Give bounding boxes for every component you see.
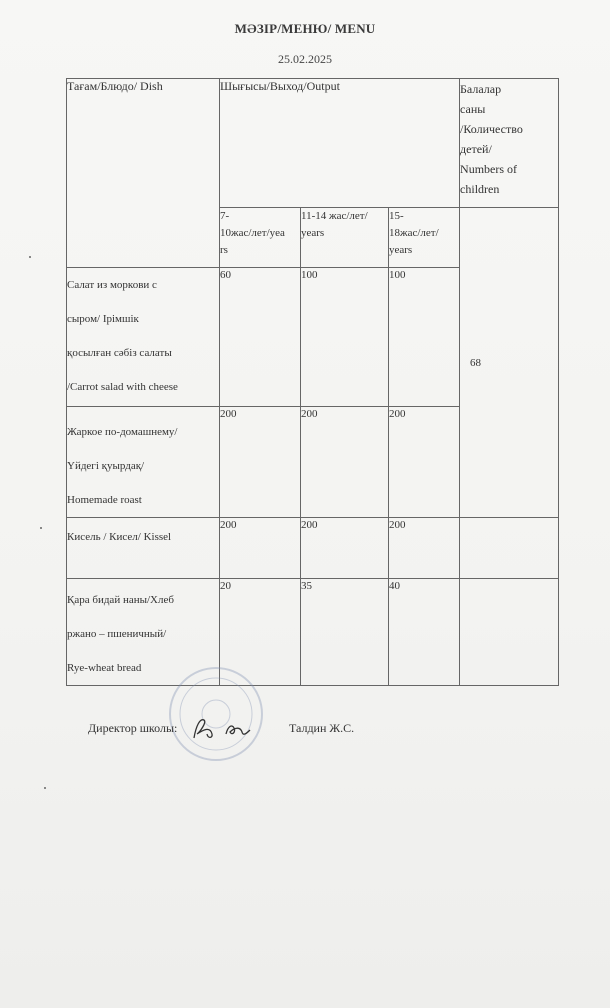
- director-label: Директор школы:: [88, 721, 178, 735]
- empty-cell: [460, 579, 559, 686]
- dish-name: Салат из моркови с сыром/ Ірімшік қосылған сәбіз салаты /Carrot salad with cheese: [67, 268, 220, 407]
- output-value: 35: [301, 579, 389, 686]
- scan-speck: [29, 256, 31, 258]
- age-group-11-14: 11-14 жас/лет/ years: [301, 208, 389, 268]
- output-value: 20: [220, 579, 301, 686]
- menu-table: [66, 78, 559, 686]
- output-value: 100: [301, 268, 389, 407]
- table-header-row: [67, 79, 559, 208]
- director-signature-icon: [188, 712, 268, 744]
- header-children-line: Numbers of: [460, 162, 518, 176]
- age-group-7-10: 7- 10жас/лет/yea rs: [220, 208, 301, 268]
- header-children-line: детей/: [460, 142, 492, 156]
- dish-name: Жаркое по-домашнему/ Үйдегі қуырдақ/ Homemade roast: [67, 407, 220, 518]
- output-value: 200: [220, 518, 301, 579]
- director-name: Талдин Ж.С.: [289, 721, 355, 735]
- age-group-15-18: 15- 18жас/лет/ years: [389, 208, 460, 268]
- output-value: 100: [389, 268, 460, 407]
- output-value: 40: [389, 579, 460, 686]
- dish-name: Қара бидай наны/Хлеб ржано – пшеничный/ Rye-wheat bread: [67, 579, 220, 686]
- header-output: Шығысы/Выход/Output: [220, 79, 460, 208]
- table-row: [67, 518, 559, 579]
- output-value: 200: [301, 407, 389, 518]
- header-children-line: /Количество: [460, 122, 523, 136]
- output-value: 200: [389, 407, 460, 518]
- scan-speck: [40, 527, 42, 529]
- output-value: 200: [301, 518, 389, 579]
- header-children-line: Балалар: [460, 82, 502, 96]
- header-dish: Тағам/Блюдо/ Dish: [67, 79, 220, 268]
- output-value: 60: [220, 268, 301, 407]
- output-value: 200: [220, 407, 301, 518]
- document-title: МӘЗІР/МЕНЮ/ MENU: [234, 21, 376, 36]
- document-date: 25.02.2025: [278, 52, 332, 66]
- empty-cell: [460, 518, 559, 579]
- scan-speck: [44, 787, 46, 789]
- children-count: 68: [460, 208, 559, 518]
- dish-name: Кисель / Кисел/ Kissel: [67, 518, 220, 579]
- header-children-line: саны: [460, 102, 486, 116]
- header-children-line: children: [460, 182, 500, 196]
- output-value: 200: [389, 518, 460, 579]
- table-row: [67, 579, 559, 686]
- header-children-count: [460, 79, 559, 208]
